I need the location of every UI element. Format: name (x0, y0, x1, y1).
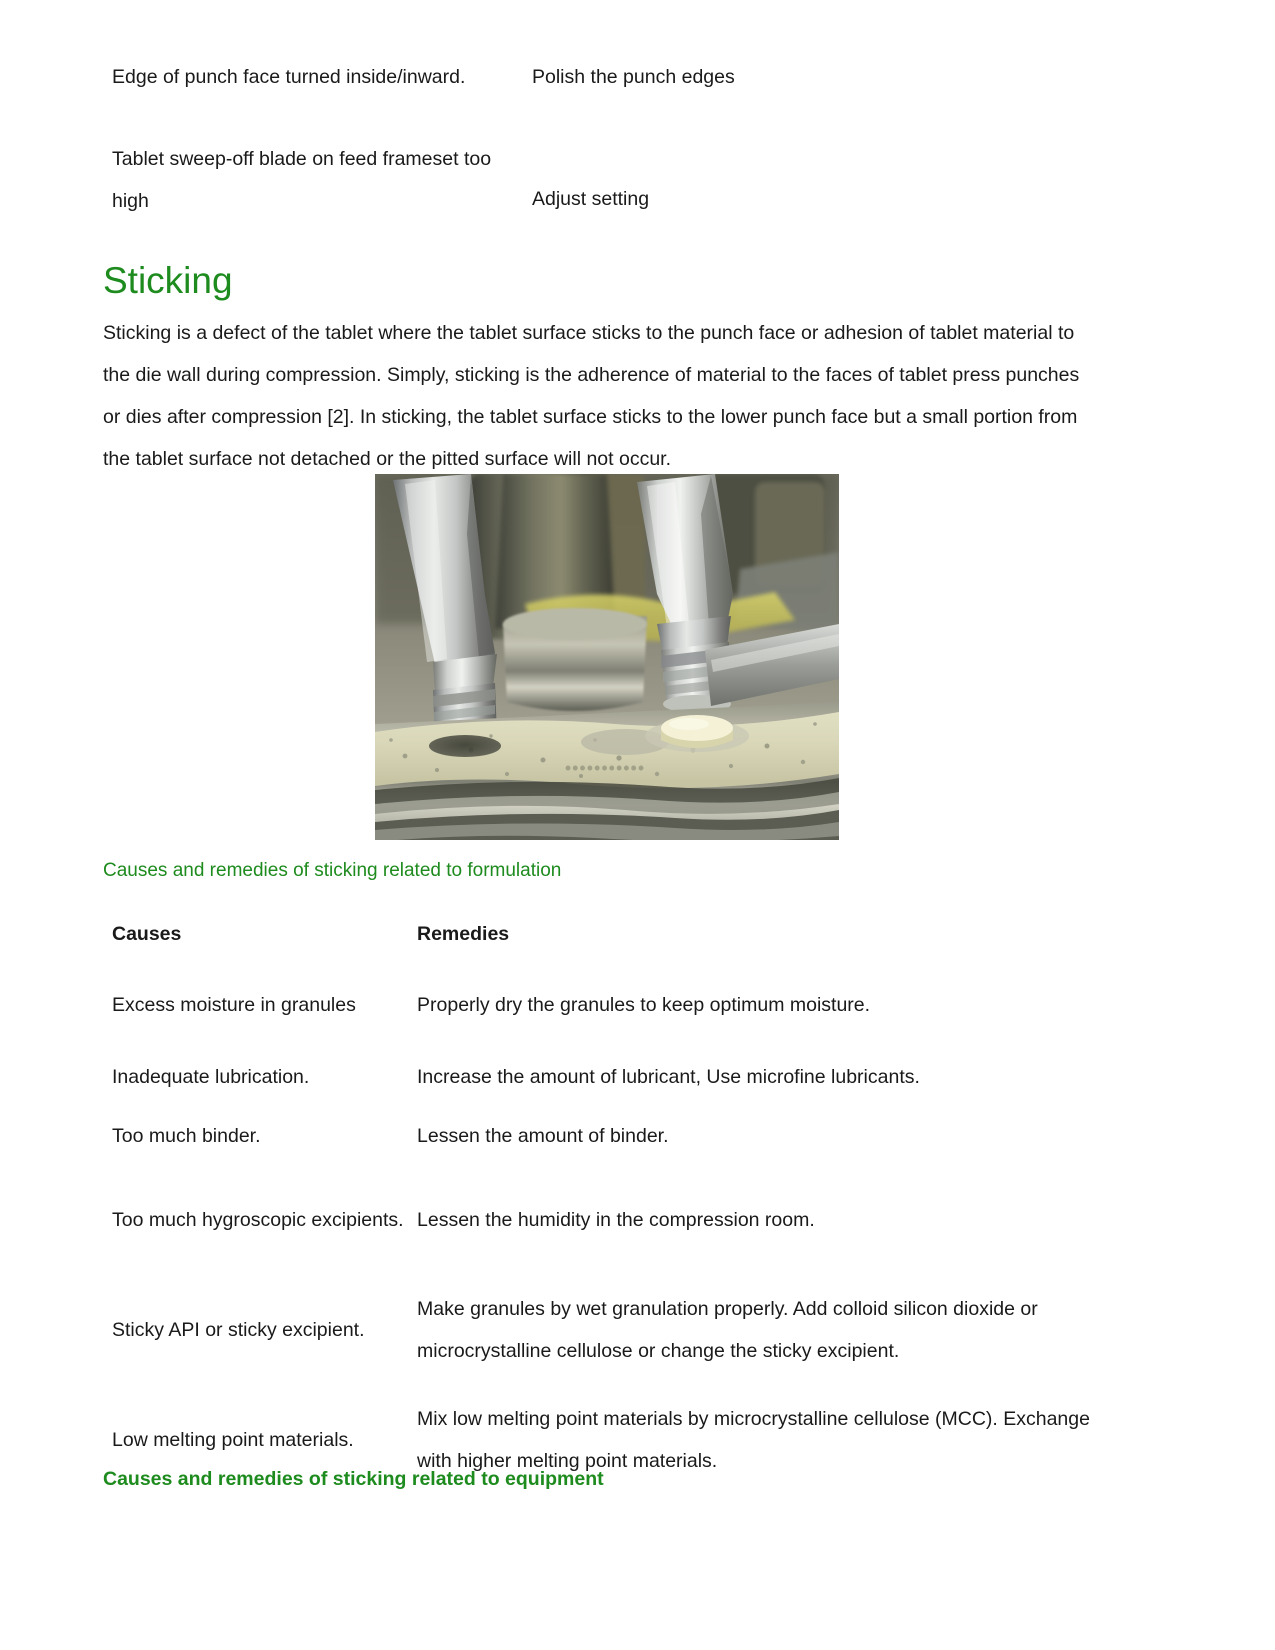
section-paragraph: Sticking is a defect of the tablet where the tablet surface sticks to the punch face or adhesion of tablet material to the die wall during compression. Simply, sticking is the adherence of material to the faces of tablet press punches or dies after compression [2]. In sticking, the tablet surface sticks to the lower punch face but a small portion from the tablet surface not detached or the pitted surface will not occur. (103, 321, 1080, 470)
remedy-cell: Mix low melting point materials by microcrystalline cellulose (MCC). Exchange with higher melting point materials. (417, 1408, 1090, 1472)
page-title: Sticking (103, 259, 233, 301)
svg-text:•••••••••••: ••••••••••• (564, 758, 646, 778)
cause-cell: Excess moisture in granules (112, 994, 356, 1016)
cause-cell: Too much hygroscopic excipients. (112, 1209, 404, 1231)
table-row (112, 1165, 1112, 1275)
tablet-press-sticking-photo (375, 474, 839, 840)
table-header-row (112, 905, 1112, 963)
remedy-cell: Increase the amount of lubricant, Use microfine lubricants. (417, 1065, 920, 1088)
cause-cell: Too much binder. (112, 1124, 261, 1147)
cause-cell: Sticky API or sticky excipient. (112, 1319, 365, 1341)
cause-cell: Inadequate lubrication. (112, 1065, 310, 1088)
remedy-cell: Make granules by wet granulation properly. Add colloid silicon dioxide or microcrystalline cellulose or change the sticky excipient. (417, 1298, 1038, 1362)
remedy-cell: Polish the punch edges (532, 66, 735, 88)
table-row (112, 56, 1112, 98)
table-row (112, 1047, 1112, 1106)
remedy-cell: Adjust setting (532, 188, 650, 210)
remedy-cell: Lessen the humidity in the compression room. (417, 1209, 815, 1231)
tablet-press-figure (375, 474, 839, 840)
column-header-remedies: Remedies (417, 922, 510, 945)
cause-cell: Low melting point materials. (112, 1429, 354, 1451)
formulation-table-caption: Causes and remedies of sticking related to formulation (103, 860, 562, 881)
table-row (112, 1275, 1112, 1385)
cause-cell: Edge of punch face turned inside/inward. (112, 66, 466, 88)
column-header-causes: Causes (112, 922, 182, 945)
remedy-cell: Properly dry the granules to keep optimum moisture. (417, 994, 871, 1016)
equipment-table-caption: Causes and remedies of sticking related to equipment (103, 1468, 604, 1490)
table-row (112, 1106, 1112, 1165)
remedy-cell: Lessen the amount of binder. (417, 1124, 669, 1147)
continuation-table (112, 56, 1112, 222)
table-row (112, 963, 1112, 1047)
table-row (112, 138, 1112, 222)
cause-cell: Tablet sweep-off blade on feed frameset too high (112, 148, 492, 212)
formulation-causes-remedies-table (112, 905, 1112, 1495)
